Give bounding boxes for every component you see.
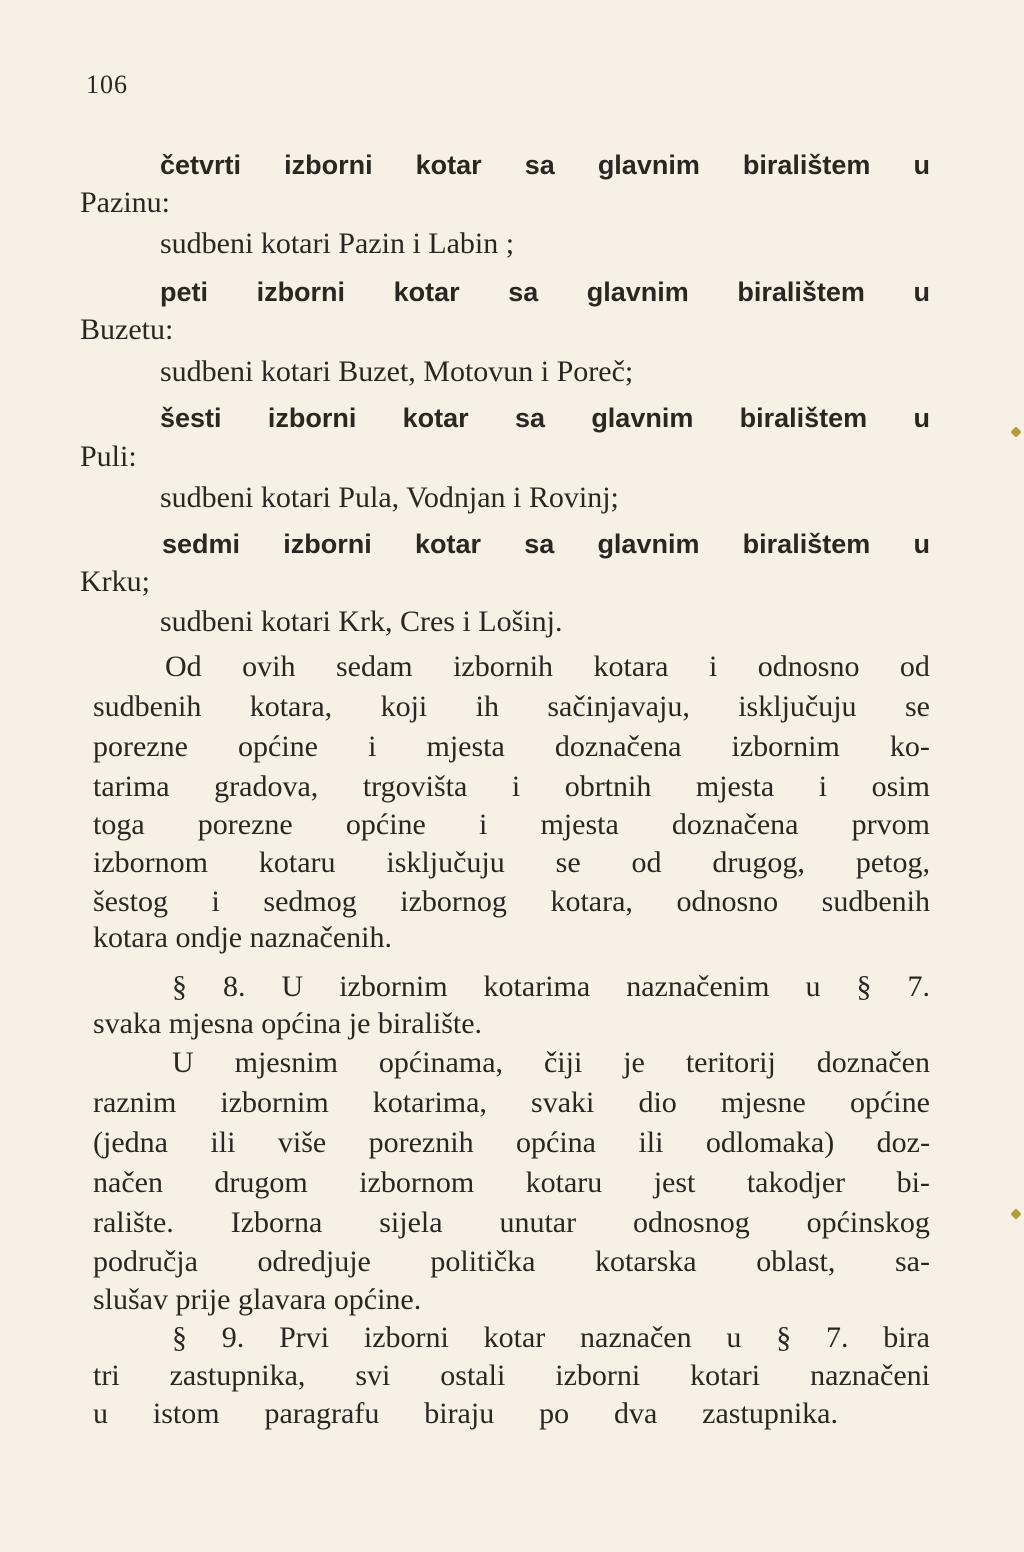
text-line: Buzetu:	[80, 313, 174, 346]
text-line: kotara ondje naznačenih.	[93, 921, 393, 954]
word: bira	[883, 1321, 930, 1354]
word: poreznih	[368, 1126, 474, 1159]
word: kotara,	[550, 885, 633, 918]
word: četvrti	[160, 150, 242, 180]
text-line: Pazinu:	[80, 186, 170, 219]
word: odnosno	[676, 885, 779, 918]
word: je	[623, 1046, 645, 1079]
text-line	[93, 805, 930, 845]
text-line	[172, 967, 930, 1007]
word: općinskog	[806, 1206, 930, 1239]
page-number: 106	[86, 70, 128, 99]
text-line	[93, 727, 930, 767]
word: kotar	[393, 277, 460, 307]
word: izbornim	[339, 970, 448, 1003]
word: bi-	[896, 1166, 930, 1199]
word: izbornih	[453, 650, 554, 683]
text-line: sudbeni kotari Buzet, Motovun i Poreč;	[160, 355, 634, 388]
word: izborni	[283, 529, 372, 559]
word: U	[172, 1046, 194, 1079]
word: izbornim	[220, 1086, 329, 1119]
word: i	[818, 770, 828, 803]
word: i	[368, 730, 377, 763]
text-line: slušav prije glavara općine.	[93, 1283, 422, 1316]
word: biralištem	[742, 529, 871, 559]
text-line: Krku;	[80, 565, 150, 598]
word: doznačena	[554, 730, 682, 763]
word: drugog,	[712, 846, 805, 879]
word: §	[856, 970, 872, 1003]
text-line	[172, 1318, 930, 1358]
word: se	[904, 690, 930, 723]
word: sedmog	[263, 885, 357, 918]
text-line	[172, 1043, 930, 1083]
word: i	[511, 770, 521, 803]
word: i	[708, 650, 718, 683]
word: osim	[871, 770, 930, 803]
text-line	[93, 1083, 930, 1123]
word: općinama,	[378, 1046, 504, 1079]
text-line	[160, 398, 930, 438]
word: u	[913, 403, 930, 433]
word: (jedna	[93, 1126, 168, 1159]
word: odlomaka)	[705, 1126, 835, 1159]
text-line	[93, 687, 930, 727]
text-line: sudbeni kotari Pula, Vodnjan i Rovinj;	[160, 481, 619, 514]
word: kotar	[415, 150, 482, 180]
word: obrtnih	[564, 770, 652, 803]
word: kotara	[593, 650, 669, 683]
word: teritorij	[685, 1046, 776, 1079]
word: kotaru	[258, 846, 336, 879]
word: svaki	[531, 1086, 595, 1119]
text-line: sudbeni kotari Pazin i Labin ;	[160, 227, 515, 260]
text-line	[93, 1203, 930, 1243]
word: sačinjavaju,	[547, 690, 690, 723]
text-line	[93, 1163, 930, 1203]
text-line	[165, 647, 930, 687]
text-line	[93, 1123, 930, 1163]
word: paragrafu	[264, 1397, 380, 1430]
word: drugom	[214, 1166, 308, 1199]
text-line	[93, 1356, 930, 1396]
word: 9.	[221, 1321, 245, 1354]
word: istom	[152, 1397, 220, 1430]
word: isključuju	[738, 690, 857, 723]
word: koji	[380, 690, 428, 723]
word: izbornim	[731, 730, 840, 763]
word: područja	[93, 1245, 198, 1278]
word: odredjuje	[257, 1245, 371, 1278]
word: odnosnog	[633, 1206, 750, 1239]
word: petog,	[855, 846, 930, 879]
word: od	[631, 846, 662, 879]
word: toga	[93, 808, 145, 841]
word: u	[913, 277, 930, 307]
word: biralištem	[739, 403, 868, 433]
word: 7.	[907, 970, 930, 1003]
word: i	[478, 808, 488, 841]
word: naznačeni	[810, 1359, 930, 1392]
word: isključuju	[386, 846, 505, 879]
word: u	[726, 1321, 742, 1354]
margin-mark	[1010, 426, 1021, 437]
word: gradova,	[214, 770, 319, 803]
word: općine	[345, 808, 426, 841]
word: ili	[210, 1126, 236, 1159]
word: sijela	[379, 1206, 443, 1239]
word: doznačen	[816, 1046, 930, 1079]
word: Izborna	[230, 1206, 323, 1239]
text-line: sudbeni kotari Krk, Cres i Lošinj.	[160, 605, 563, 638]
word: mjesnim	[234, 1046, 338, 1079]
word: sudbenih	[93, 690, 202, 723]
word: sa	[508, 277, 539, 307]
text-line	[93, 843, 930, 883]
text-line	[93, 882, 930, 922]
word: ovih	[242, 650, 296, 683]
word: dva	[613, 1397, 658, 1430]
word: ralište.	[93, 1206, 174, 1239]
word: porezne	[197, 808, 293, 841]
word: mjesne	[720, 1086, 806, 1119]
word: izbornom	[93, 846, 208, 879]
word: izborni	[363, 1321, 449, 1354]
word: kotar	[402, 403, 469, 433]
word: tarima	[93, 770, 170, 803]
word: općina	[516, 1126, 596, 1159]
word: načen	[93, 1166, 163, 1199]
text-line	[93, 767, 930, 807]
word: oblast,	[756, 1245, 836, 1278]
word: izbornom	[359, 1166, 475, 1199]
word: izborni	[555, 1359, 641, 1392]
word: ostali	[440, 1359, 506, 1392]
word: mjesta	[426, 730, 505, 763]
word: izborni	[256, 277, 346, 307]
word: u	[913, 529, 930, 559]
word: glavnim	[597, 529, 700, 559]
word: trgovišta	[362, 770, 468, 803]
word: sa	[514, 403, 546, 433]
text-line	[93, 1394, 838, 1434]
word: doz-	[876, 1126, 930, 1159]
word: kotari	[690, 1359, 761, 1392]
word: doznačena	[671, 808, 799, 841]
word: Od	[165, 650, 202, 683]
word: biraju	[424, 1397, 495, 1430]
word: po	[539, 1397, 570, 1430]
word: porezne	[93, 730, 188, 763]
word: U	[281, 970, 304, 1003]
word: općine	[849, 1086, 930, 1119]
word: §	[172, 1321, 187, 1354]
word: sedam	[335, 650, 413, 683]
word: naznačen	[580, 1321, 692, 1354]
text-line: Puli:	[80, 440, 137, 473]
word: sudbenih	[821, 885, 930, 918]
word: biralištem	[742, 150, 871, 180]
word: u	[913, 150, 930, 180]
word: šestog	[93, 885, 168, 918]
word: zastupnika.	[702, 1397, 838, 1430]
word: Prvi	[279, 1321, 330, 1354]
word: 7.	[825, 1321, 849, 1354]
word: od	[899, 650, 930, 683]
word: kotara,	[249, 690, 333, 723]
word: prvom	[851, 808, 930, 841]
word: kotarima,	[372, 1086, 487, 1119]
word: takodjer	[746, 1166, 846, 1199]
word: kotar	[483, 1321, 546, 1354]
text-line: svaka mjesna općina je biralište.	[93, 1007, 483, 1040]
word: kotar	[414, 529, 481, 559]
word: ih	[475, 690, 499, 723]
word: 8.	[223, 970, 246, 1003]
margin-mark	[1010, 1208, 1021, 1219]
word: i	[211, 885, 220, 918]
word: sa	[524, 150, 555, 180]
word: općine	[238, 730, 318, 763]
text-line	[93, 1242, 930, 1282]
text-line	[162, 524, 930, 564]
word: čiji	[543, 1046, 583, 1079]
word: kotarima	[483, 970, 591, 1003]
word: glavnim	[586, 277, 689, 307]
word: glavnim	[597, 150, 700, 180]
word: raznim	[93, 1086, 177, 1119]
word: odnosno	[757, 650, 860, 683]
word: mjesta	[695, 770, 775, 803]
word: ili	[638, 1126, 664, 1159]
word: jest	[653, 1166, 696, 1199]
word: glavnim	[591, 403, 694, 433]
word: sa-	[894, 1245, 930, 1278]
word: §	[776, 1321, 792, 1354]
word: u	[805, 970, 821, 1003]
word: mjesta	[540, 808, 619, 841]
word: zastupnika,	[169, 1359, 306, 1392]
word: izborni	[284, 150, 373, 180]
word: kotarska	[594, 1245, 697, 1278]
word: unutar	[499, 1206, 577, 1239]
word: svi	[355, 1359, 391, 1392]
text-line	[160, 145, 930, 185]
word: tri	[93, 1359, 120, 1392]
word: naznačenim	[626, 970, 770, 1003]
word: sedmi	[162, 529, 241, 559]
word: izborni	[267, 403, 357, 433]
word: se	[555, 846, 581, 879]
word: šesti	[160, 403, 222, 433]
word: dio	[638, 1086, 677, 1119]
word: kotaru	[525, 1166, 603, 1199]
word: izbornog	[400, 885, 507, 918]
word: ko-	[889, 730, 930, 763]
word: u	[93, 1397, 108, 1430]
word: biralištem	[737, 277, 865, 307]
word: sa	[524, 529, 555, 559]
word: više	[277, 1126, 327, 1159]
text-line	[160, 272, 930, 312]
word: peti	[160, 277, 209, 307]
word: §	[172, 970, 187, 1003]
word: politička	[430, 1245, 536, 1278]
